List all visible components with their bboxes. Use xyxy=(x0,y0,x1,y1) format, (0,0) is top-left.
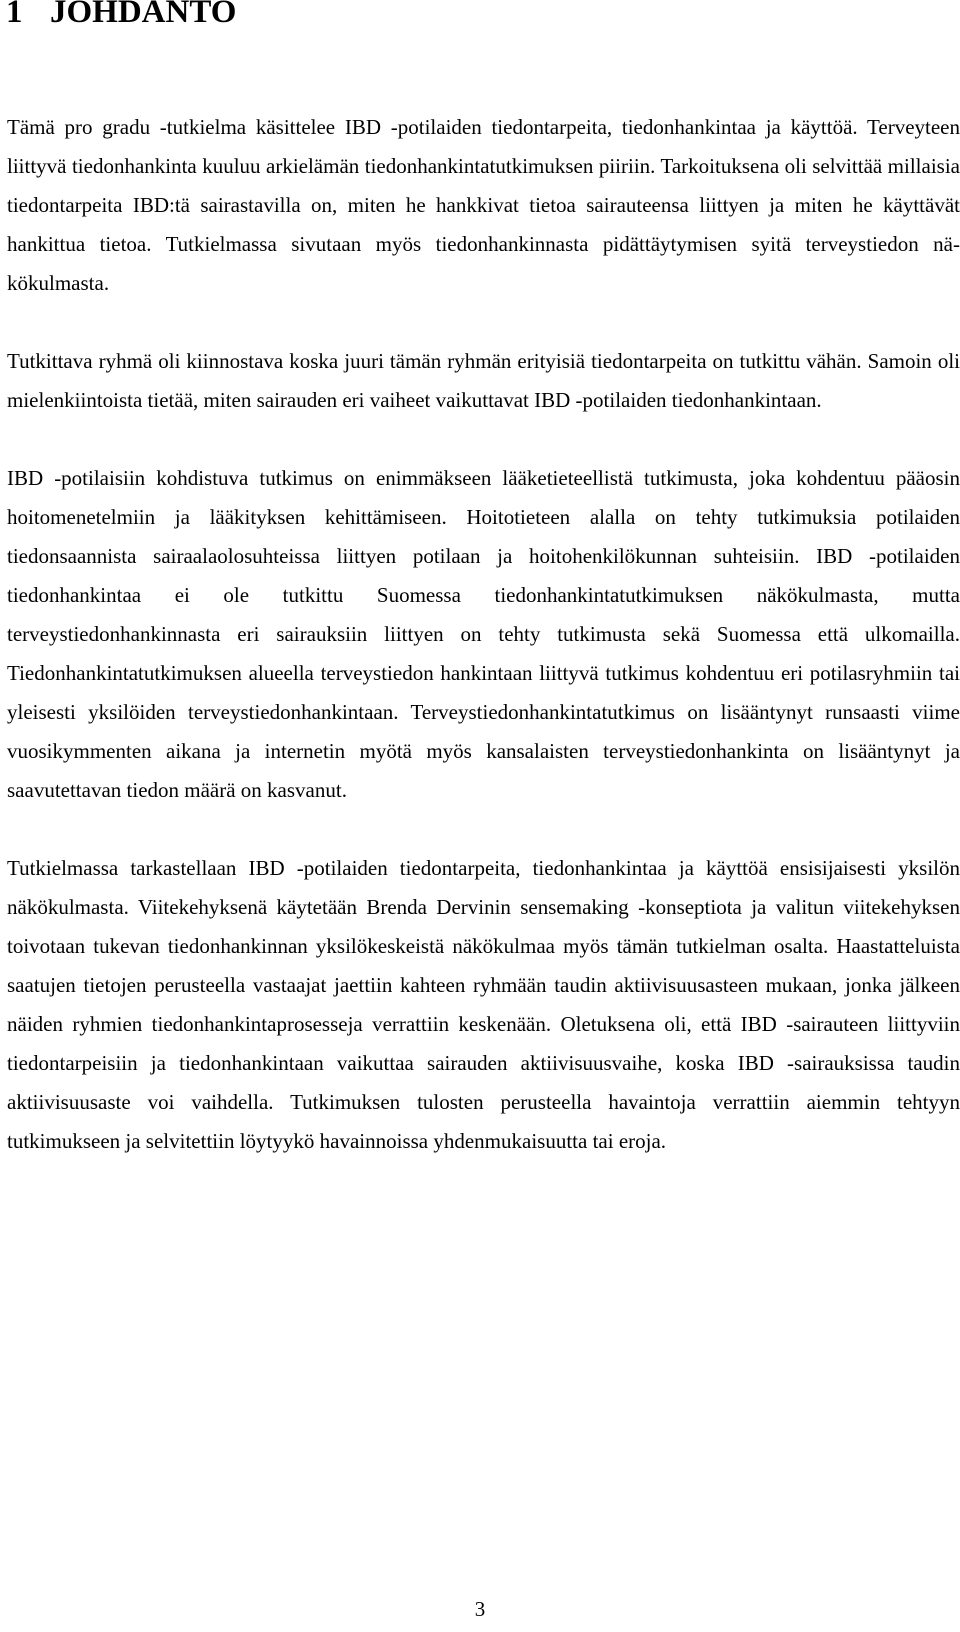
chapter-heading xyxy=(6,0,236,32)
paragraph-2: Tutkittava ryhmä oli kiinnostava koska juuri tämän ryhmän erityisiä tiedontarpeita on tutkittu vähän. Samoin oli mielenkiintoista tietää, miten sairauden eri vaiheet vaikuttavat IBD -potilaiden tiedonhankintaan. xyxy=(7,349,960,412)
paragraph-1: Tämä pro gradu -tutkielma käsittelee IBD -potilaiden tiedontarpeita, tiedonhankintaa ja käyttöä. Terveyteen liittyvä tiedonhankinta kuuluu arkielämän tiedonhankintatutkimuksen piiriin. Tarkoituksena oli selvittää millaisia tiedontarpeita IBD:tä sairastavilla on, miten he hankkivat tietoa sairauteensa liittyen ja miten he käyttävät hankittua tietoa. Tutkielmassa sivutaan myös tiedonhankinnasta pidättäytymisen syitä terveystiedon näkökulmasta. xyxy=(7,115,960,295)
chapter-title: JOHDANTO xyxy=(50,0,237,30)
paragraph-4: Tutkielmassa tarkastellaan IBD -potilaiden tiedontarpeita, tiedonhankintaa ja käyttöä ensisijaisesti yksilön näkökulmasta. Viitekehyksenä käytetään Brenda Dervinin sensemaking -konseptiota ja valitun viitekehyksen toivotaan tukevan tiedonhankinnan yksilökeskeistä näkökulmaa myös tämän tutkielman osalta. Haastatteluista saatujen tietojen perusteella vastaajat jaettiin kahteen ryhmään taudin aktiivisuusasteen mukaan, jonka jälkeen näiden ryhmien tiedonhankintaprosesseja verrattiin keskenään. Oletuksena oli, että IBD -sairauteen liittyviin tiedontarpeisiin ja tiedonhankintaan vaikuttaa sairauden aktiivisuusvaihe, koska IBD -sairauksissa taudin aktiivisuusaste voi vaihdella. Tutkimuksen tulosten perusteella havaintoja verrattiin aiemmin tehtyyn tutkimukseen ja selvitettiin löytyykö havainnoissa yhdenmukaisuutta tai eroja. xyxy=(7,856,960,1153)
body-text xyxy=(7,108,960,1161)
page-number: 3 xyxy=(474,1597,486,1621)
chapter-number: 1 xyxy=(6,0,23,30)
paragraph-3: IBD -potilaisiin kohdistuva tutkimus on enimmäkseen lääketieteellistä tutkimusta, joka kohdentuu pääosin hoitomenetelmiin ja lääkityksen kehittämiseen. Hoitotieteen alalla on tehty tutkimuksia potilaiden tiedonsaannista sairaalaolosuhteissa liittyen potilaan ja hoitohenkilökunnan suhteisiin. IBD -potilaiden tiedonhankintaa ei ole tutkittu Suomessa tiedonhankintatutkimuksen näkökulmasta, mutta terveystiedonhankinnasta eri sairauksiin liittyen on tehty tutkimusta sekä Suomessa että ulkomailla. Tiedonhankintatutkimuksen alueella terveystiedon hankintaan liittyvä tutkimus kohdentuu eri potilasryhmiin tai yleisesti yksilöiden terveystiedonhankintaan. Terveystiedonhankintatutkimus on lisääntynyt runsaasti viime vuosikymmenten aikana ja internetin myötä myös kansalaisten terveystiedonhankinta on lisääntynyt ja saavutettavan tiedon määrä on kasvanut. xyxy=(7,466,960,802)
